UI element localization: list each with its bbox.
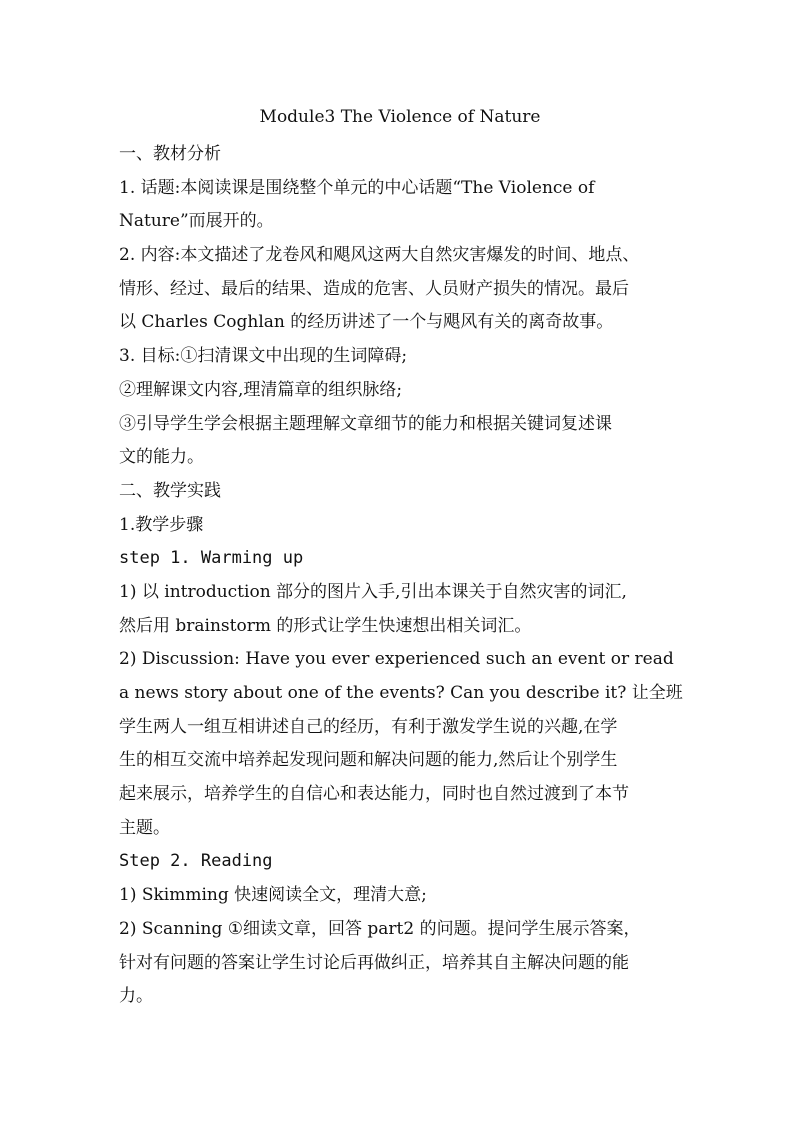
paragraph-line: 以 Charles Coghlan 的经历讲述了一个与飓风有关的离奇故事。 bbox=[119, 312, 614, 333]
paragraph-line: 1) 以 introduction 部分的图片入手,引出本课关于自然灾害的词汇, bbox=[119, 581, 627, 602]
paragraph-line: 2) Discussion: Have you ever experienced such an event or read bbox=[119, 649, 674, 670]
paragraph-line: 2. 内容:本文描述了龙卷风和飓风这两大自然灾害爆发的时间、地点、 bbox=[119, 245, 640, 266]
paragraph-line: 针对有问题的答案让学生讨论后再做纠正，培养其自主解决问题的能 bbox=[119, 952, 629, 973]
document-body bbox=[119, 138, 683, 1014]
paragraph-line: 力。 bbox=[119, 986, 153, 1007]
document-title: Module3 The Violence of Nature bbox=[259, 107, 541, 127]
paragraph-line: 1. 话题:本阅读课是围绕整个单元的中心话题“The Violence of bbox=[119, 177, 595, 198]
section-heading-textbook-analysis: 一、教材分析 bbox=[119, 144, 221, 164]
step-heading-warming-up: step 1. Warming up bbox=[119, 548, 304, 569]
paragraph-line: 学生两人一组互相讲述自己的经历，有利于激发学生说的兴趣,在学 bbox=[119, 716, 618, 737]
paragraph-line: 生的相互交流中培养起发现问题和解决问题的能力,然后让个别学生 bbox=[119, 750, 618, 771]
paragraph-line: a news story about one of the events? Can you describe it? 让全班 bbox=[119, 683, 683, 703]
paragraph-line: ②理解课文内容,理清篇章的组织脉络; bbox=[119, 379, 403, 400]
paragraph-line: 然后用 brainstorm 的形式让学生快速想出相关词汇。 bbox=[119, 615, 532, 636]
step-heading-reading: Step 2. Reading bbox=[119, 851, 273, 872]
subheading-teaching-steps: 1.教学步骤 bbox=[119, 514, 204, 535]
paragraph-line: 3. 目标:①扫清课文中出现的生词障碍; bbox=[119, 346, 408, 367]
paragraph-line: 起来展示，培养学生的自信心和表达能力，同时也自然过渡到了本节 bbox=[119, 784, 629, 805]
paragraph-line: 情形、经过、最后的结果、造成的危害、人员财产损失的情况。最后 bbox=[119, 278, 629, 299]
paragraph-line: Nature”而展开的。 bbox=[119, 211, 274, 232]
paragraph-line: 2) Scanning ①细读文章，回答 part2 的问题。提问学生展示答案， bbox=[119, 918, 641, 939]
paragraph-line: 文的能力。 bbox=[119, 447, 204, 468]
paragraph-line: ③引导学生学会根据主题理解文章细节的能力和根据关键词复述课 bbox=[119, 413, 612, 434]
paragraph-line: 1) Skimming 快速阅读全文，理清大意; bbox=[119, 885, 427, 906]
paragraph-line: 主题。 bbox=[119, 817, 170, 838]
section-heading-teaching-practice: 二、教学实践 bbox=[119, 480, 221, 501]
